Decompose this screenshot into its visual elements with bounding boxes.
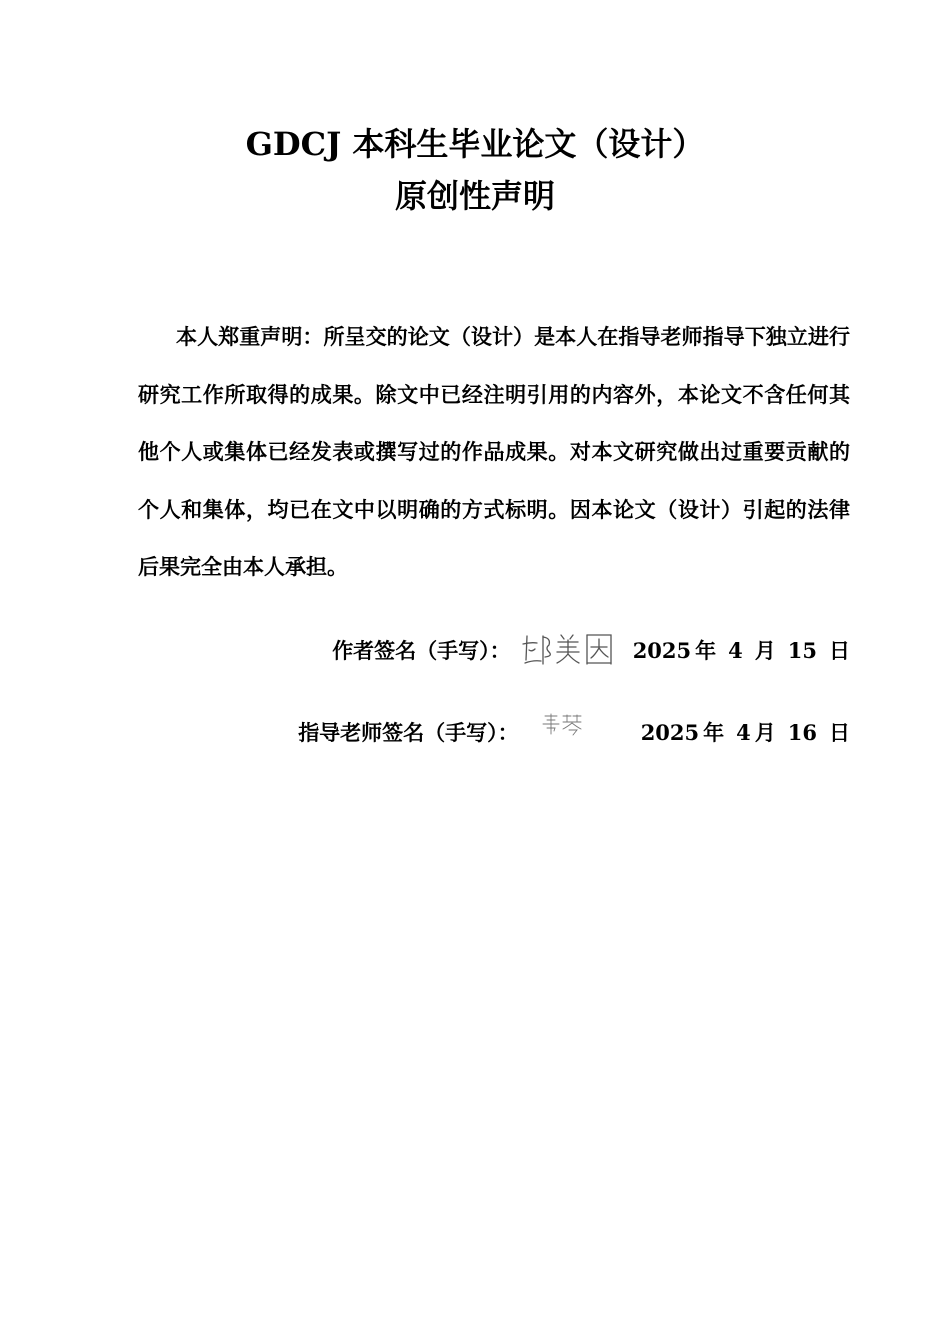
advisor-handwritten-signature xyxy=(539,712,599,752)
title-line-1: GDCJ 本科生毕业论文（设计） xyxy=(245,125,705,163)
author-handwritten-signature xyxy=(521,630,621,670)
title-line-2: 原创性声明 xyxy=(394,177,555,215)
author-signature-row xyxy=(332,630,850,670)
advisor-signature-row xyxy=(298,712,850,752)
author-signature-label: 作者签名（手写）： xyxy=(332,638,511,663)
advisor-date-year-unit: 年 xyxy=(703,720,725,745)
advisor-date-month-unit: 月 xyxy=(754,720,776,745)
advisor-date-year: 2025 xyxy=(640,720,700,745)
advisor-date-day-unit: 日 xyxy=(829,720,850,745)
author-date-year-unit: 年 xyxy=(695,638,717,663)
author-date-year: 2025 xyxy=(632,638,692,663)
author-date-month-unit: 月 xyxy=(754,638,776,663)
advisor-date-month: 4 xyxy=(736,720,751,745)
page-title xyxy=(0,118,950,222)
author-date-day: 15 xyxy=(787,638,817,663)
author-date-month: 4 xyxy=(728,638,743,663)
advisor-signature-label: 指导老师签名（手写）： xyxy=(298,720,519,745)
advisor-date-day: 16 xyxy=(787,720,817,745)
author-date-day-unit: 日 xyxy=(829,638,850,663)
declaration-paragraph: 本人郑重声明：所呈交的论文（设计）是本人在指导老师指导下独立进行研究工作所取得的成果。除文中已经注明引用的内容外，本论文不含任何其他个人或集体已经发表或撰写过的作品成果。对本文研究做出过重要贡献的个人和集体，均已在文中以明确的方式标明。因本论文（设计）引起的法律后果完全由本人承担。 xyxy=(138,324,850,579)
